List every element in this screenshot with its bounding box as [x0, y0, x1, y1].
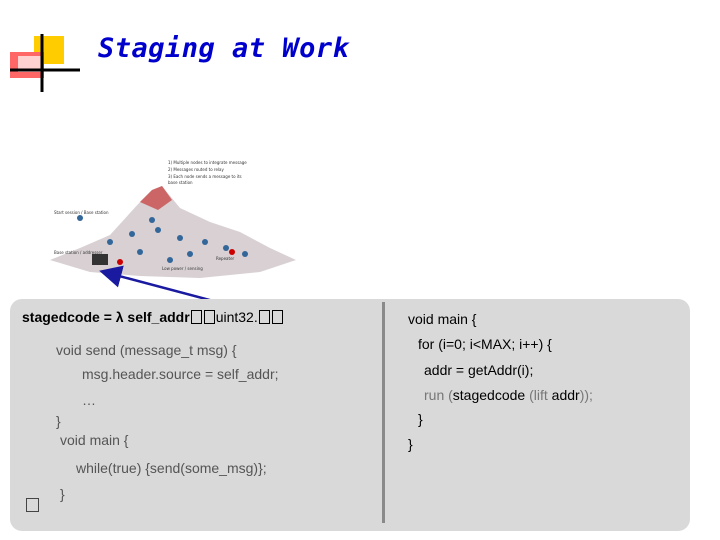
- left-code-line-5: }: [56, 413, 61, 429]
- left-code-line-7: while(true) {send(some_msg)};: [76, 460, 267, 476]
- left-code-line-4: …: [82, 392, 96, 408]
- right-code-line-6: }: [408, 436, 413, 452]
- legend-item-1: 1) Multiple nodes to integrate message: [168, 160, 247, 165]
- staged-code-line: [22, 309, 284, 325]
- missing-glyph-icon: [259, 310, 270, 324]
- missing-glyph-icon: [204, 310, 215, 324]
- staged-code-ref: stagedcode: [452, 387, 526, 403]
- line-end: ));: [579, 387, 593, 403]
- right-code-line-5: }: [418, 411, 423, 427]
- slide-title: Staging at Work: [98, 33, 350, 64]
- right-code-line-4: [424, 387, 593, 403]
- low-power-label: Low power / sensing: [162, 266, 203, 271]
- run-keyword: run (: [424, 387, 453, 403]
- panel-divider: [382, 302, 385, 523]
- slide-bullet-icon: [26, 498, 39, 512]
- left-code-line-6: void main {: [60, 432, 129, 448]
- pc-label: Start session / Base station: [54, 210, 109, 215]
- legend-item-4: base station: [168, 180, 193, 185]
- legend-item-3: 3) Each node sends a message to its: [168, 174, 242, 179]
- right-code-line-1: void main {: [408, 311, 477, 327]
- right-code-line-2: for (i=0; i<MAX; i++) {: [418, 336, 552, 352]
- left-code-line-8: }: [60, 486, 65, 502]
- addr-ref: addr: [551, 387, 580, 403]
- lift-keyword: (lift: [525, 387, 552, 403]
- right-code-line-3: addr = getAddr(i);: [424, 362, 534, 378]
- left-code-line-2: void send (message_t msg) {: [56, 342, 237, 358]
- legend-item-2: 2) Messages routed to relay: [168, 167, 224, 172]
- base-station-label: Base station / addresser: [54, 250, 103, 255]
- missing-glyph-icon: [191, 310, 202, 324]
- code-panel: [10, 299, 690, 531]
- missing-glyph-icon: [272, 310, 283, 324]
- staged-code-type: uint32.: [215, 309, 258, 325]
- left-code-line-3: msg.header.source = self_addr;: [82, 366, 279, 382]
- staged-code-prefix: stagedcode = λ self_addr: [22, 309, 190, 325]
- repeater-label: Repeater: [216, 256, 235, 261]
